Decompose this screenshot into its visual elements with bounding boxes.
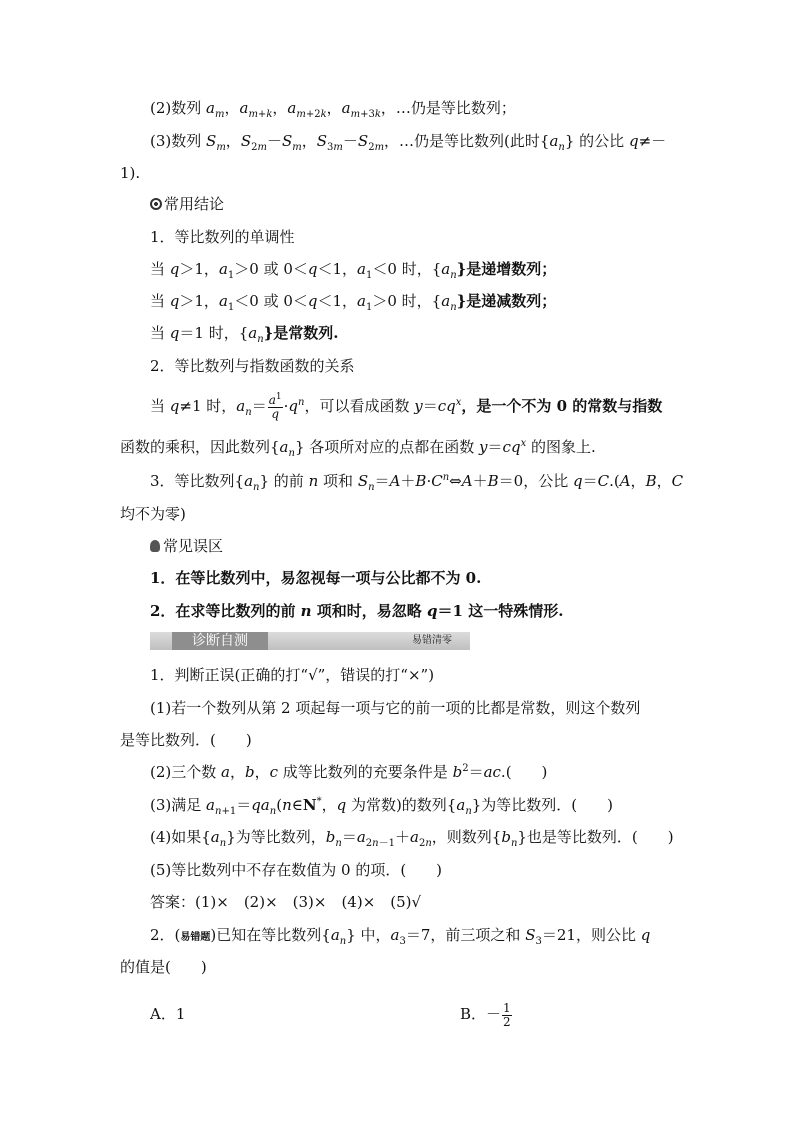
property-2: (2)数列 $a_m$，$a_{m+k}$，$a_{m+2k}$，$a_{m+3k}$，…仍是等比数列； bbox=[150, 99, 516, 120]
self-test-tag: 诊断自测 bbox=[172, 632, 268, 650]
q2-tag: 易错题 bbox=[180, 932, 211, 943]
pitfall-2: 2．在求等比数列的前 n 项和时，易忽略 q＝1 这一特殊情形. bbox=[150, 602, 564, 620]
q1-statement-3: (3)满足 $a_{n+1}=qa_n(n\in N^*$，q 为常数)的数列$\{a_n\}$为等比数列．( ) bbox=[150, 796, 614, 817]
option-b[interactable]: B．－ $\frac{1}{2}$ bbox=[460, 1000, 511, 1029]
self-test-banner bbox=[150, 632, 470, 650]
q1-answer: 答案：(1)× (2)× (3)× (4)× (5)√ bbox=[150, 893, 422, 911]
monotonic-title: 1．等比数列的单调性 bbox=[150, 228, 295, 246]
self-test-subtitle: 易错清零 bbox=[412, 635, 452, 646]
q1-statement-5: (5)等比数列中不存在数值为 0 的项．( ) bbox=[150, 861, 443, 879]
monotonic-line-2: 当 q＞1，$a_1<0$ 或 0＜q＜1，$a_1>0$ 时，$\{a_n\}$是递减数列； bbox=[150, 292, 557, 313]
exponential-line: 当 q≠1 时，$a_n=$ $\frac{a^1}{q}$ $\cdot q^n$，可以看成函数 $y=cq^x$，是一个不为 0 的常数与指数 bbox=[150, 391, 663, 421]
property-3-cont: 1). bbox=[120, 164, 141, 182]
pitfalls-heading: 常见误区 bbox=[0, 535, 794, 557]
q1-statement-1: (1)若一个数列从第 2 项起每一项与它的前一项的比都是常数，则这个数列 bbox=[150, 699, 641, 717]
fraction-a1-over-q: $\frac{a^1}{q}$ bbox=[268, 391, 282, 421]
q1-stem: 1．判断正误(正确的打“√”，错误的打“×”) bbox=[150, 666, 435, 684]
q2-stem-cont: 的值是( ) bbox=[120, 958, 207, 976]
pitfall-1: 1．在等比数列中，易忽视每一项与公比都不为 0. bbox=[150, 569, 482, 587]
sum-formula-cont: 均不为零) bbox=[120, 505, 186, 523]
option-a[interactable]: A．1 bbox=[150, 1005, 186, 1023]
monotonic-line-3: 当 q＝1 时，$\{a_n\}$是常数列. bbox=[150, 324, 339, 345]
fraction-one-half: $\frac{1}{2}$ bbox=[503, 1000, 511, 1029]
property-3: (3)数列 $S_m$，$S_{2m}-S_m$，$S_{3m}-S_{2m}$，…仍是等比数列(此时$\{a_n\}$ 的公比 q≠－ bbox=[150, 132, 667, 153]
target-icon bbox=[150, 198, 162, 210]
conclusions-heading: 常用结论 bbox=[0, 193, 794, 215]
q1-statement-2: (2)三个数 a，b，c 成等比数列的充要条件是 $b^2=ac$.( ) bbox=[150, 763, 548, 781]
exponential-cont: 函数的乘积，因此数列$\{a_n\}$ 各项所对应的点都在函数 $y=cq^x$ 的图象上. bbox=[120, 438, 596, 459]
exponential-title: 2．等比数列与指数函数的关系 bbox=[150, 357, 355, 375]
sum-formula-line: 3．等比数列$\{a_n\}$ 的前 n 项和 $S_n=A+B\cdot C^n\Leftrightarrow A+B=0$，公比 q＝C.(A，B，C bbox=[150, 472, 684, 493]
q2-options bbox=[0, 1000, 794, 1028]
q1-statement-1-cont: 是等比数列．( ) bbox=[120, 731, 252, 749]
q2-stem: 2．(易错题)已知在等比数列$\{a_n\}$ 中，$a_3=7$，前三项之和 $S_3=21$，则公比 q bbox=[150, 926, 651, 947]
q1-statement-4: (4)如果$\{a_n\}$为等比数列，$b_n=a_{2n-1}+a_{2n}$，则数列$\{b_n\}$也是等比数列．( ) bbox=[150, 828, 674, 849]
monotonic-line-1: 当 q＞1，$a_1>0$ 或 0＜q＜1，$a_1<0$ 时，$\{a_n\}$是递增数列； bbox=[150, 260, 557, 281]
lightbulb-icon bbox=[150, 540, 160, 552]
